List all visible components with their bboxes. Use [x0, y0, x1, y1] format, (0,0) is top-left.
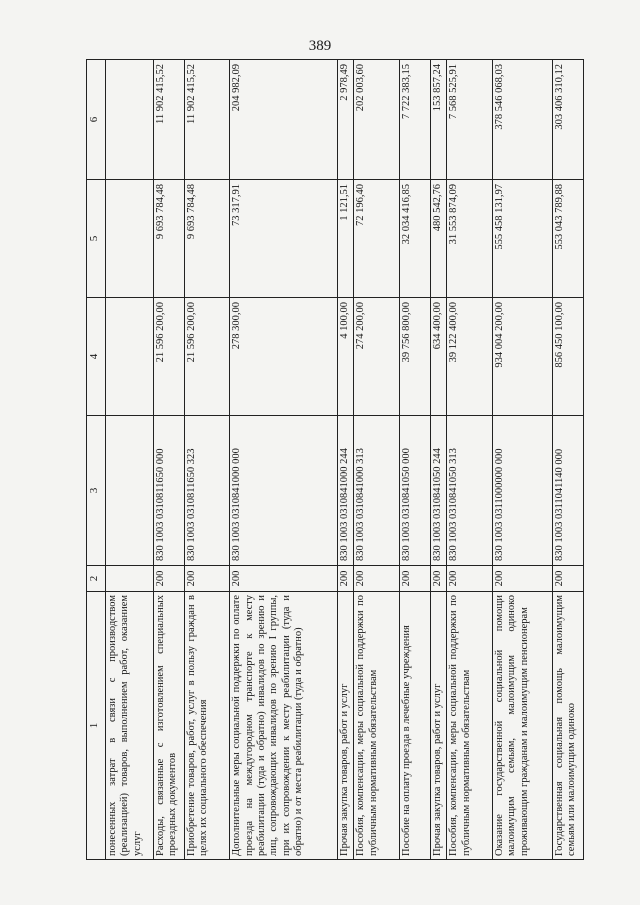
row-plan-amount: 274 200,00 [354, 298, 400, 416]
row-description: Приобретение товаров, работ, услуг в пользу граждан в целях их социального обеспечения [184, 592, 230, 860]
table-row [106, 60, 154, 860]
row-diff-amount: 153 857,24 [430, 60, 447, 180]
row-diff-amount: 7 568 525,91 [447, 60, 493, 180]
table-row [184, 60, 230, 860]
row-fact-amount: 555 458 131,97 [492, 180, 552, 298]
row-code-vr: 200 [430, 566, 447, 592]
row-budget-code: 830 1003 0310841000 313 [354, 416, 400, 566]
row-code-vr: 200 [492, 566, 552, 592]
rotated-table-container [86, 60, 584, 860]
row-budget-code: 830 1003 0311041140 000 [552, 416, 583, 566]
header-cell: 2 [87, 566, 106, 592]
row-plan-amount [106, 298, 154, 416]
table-row [552, 60, 583, 860]
row-description: Государственная социальная помощь малоимущим семьям или малоимущим одиноко [552, 592, 583, 860]
row-code-vr: 200 [399, 566, 430, 592]
row-plan-amount: 934 004 200,00 [492, 298, 552, 416]
row-fact-amount [106, 180, 154, 298]
table-row [153, 60, 184, 860]
row-fact-amount: 73 317,91 [230, 180, 338, 298]
row-diff-amount: 7 722 383,15 [399, 60, 430, 180]
row-plan-amount: 278 300,00 [230, 298, 338, 416]
row-fact-amount: 31 553 874,09 [447, 180, 493, 298]
header-row [87, 60, 106, 860]
row-budget-code: 830 1003 0310841050 313 [447, 416, 493, 566]
table-row [447, 60, 493, 860]
table-row [430, 60, 447, 860]
page-number: 389 [308, 38, 332, 54]
row-fact-amount: 9 693 784,48 [184, 180, 230, 298]
row-diff-amount [106, 60, 154, 180]
row-plan-amount: 39 122 400,00 [447, 298, 493, 416]
row-code-vr [106, 566, 154, 592]
row-budget-code: 830 1003 0310841050 000 [399, 416, 430, 566]
row-budget-code: 830 1003 0310841000 244 [337, 416, 354, 566]
row-description: Прочая закупка товаров, работ и услуг [337, 592, 354, 860]
row-budget-code: 830 1003 0310811650 000 [153, 416, 184, 566]
row-diff-amount: 378 546 068,03 [492, 60, 552, 180]
header-cell: 3 [87, 416, 106, 566]
row-diff-amount: 204 982,09 [230, 60, 338, 180]
header-cell: 6 [87, 60, 106, 180]
header-cell: 5 [87, 180, 106, 298]
row-fact-amount: 480 542,76 [430, 180, 447, 298]
row-diff-amount: 11 902 415,52 [153, 60, 184, 180]
budget-table [86, 59, 584, 860]
row-fact-amount: 553 043 789,88 [552, 180, 583, 298]
row-plan-amount: 21 596 200,00 [153, 298, 184, 416]
row-diff-amount: 202 003,60 [354, 60, 400, 180]
table-row [230, 60, 338, 860]
row-diff-amount: 303 406 310,12 [552, 60, 583, 180]
table-row [492, 60, 552, 860]
row-fact-amount: 72 196,40 [354, 180, 400, 298]
row-description: Расходы, связанные с изготовлением специальных проездных документов [153, 592, 184, 860]
row-code-vr: 200 [447, 566, 493, 592]
row-fact-amount: 1 121,51 [337, 180, 354, 298]
row-plan-amount: 39 756 800,00 [399, 298, 430, 416]
row-description: понесенных затрат в связи с производством (реализацией) товаров, выполнением работ, оказанием услуг [106, 592, 154, 860]
row-plan-amount: 21 596 200,00 [184, 298, 230, 416]
row-budget-code: 830 1003 0310841050 244 [430, 416, 447, 566]
row-code-vr: 200 [230, 566, 338, 592]
row-fact-amount: 32 034 416,85 [399, 180, 430, 298]
row-code-vr: 200 [337, 566, 354, 592]
row-description: Дополнительные меры социальной поддержки по оплате проезда на междугородном транспорте к месту реабилитации (туда и обратно) инвалидов по зрению и лиц, сопровождающих инвалидов по зрению I группы, при их сопровождении к месту реабилитации (туда и обратно) и от места реабилитации (туда и обратно) [230, 592, 338, 860]
row-budget-code: 830 1003 0311000000 000 [492, 416, 552, 566]
row-budget-code: 830 1003 0310841000 000 [230, 416, 338, 566]
header-cell: 1 [87, 592, 106, 860]
row-budget-code: 830 1003 0310811650 323 [184, 416, 230, 566]
row-code-vr: 200 [184, 566, 230, 592]
row-plan-amount: 634 400,00 [430, 298, 447, 416]
row-description: Пособия, компенсации, меры социальной поддержки по публичным нормативным обязательствам [354, 592, 400, 860]
table-row [354, 60, 400, 860]
row-description: Пособия, компенсации, меры социальной поддержки по публичным нормативным обязательствам [447, 592, 493, 860]
row-description: Пособие на оплату проезда в лечебные учреждения [399, 592, 430, 860]
row-code-vr: 200 [153, 566, 184, 592]
row-diff-amount: 11 902 415,52 [184, 60, 230, 180]
row-code-vr: 200 [552, 566, 583, 592]
row-budget-code [106, 416, 154, 566]
row-fact-amount: 9 693 784,48 [153, 180, 184, 298]
row-description: Оказание государственной социальной помощи малоимущим семьям, малоимущим одиноко проживающим гражданам и малоимущим пенсионерам [492, 592, 552, 860]
row-description: Прочая закупка товаров, работ и услуг [430, 592, 447, 860]
row-diff-amount: 2 978,49 [337, 60, 354, 180]
table-row [399, 60, 430, 860]
row-plan-amount: 4 100,00 [337, 298, 354, 416]
table-row [337, 60, 354, 860]
row-code-vr: 200 [354, 566, 400, 592]
row-plan-amount: 856 450 100,00 [552, 298, 583, 416]
header-cell: 4 [87, 298, 106, 416]
